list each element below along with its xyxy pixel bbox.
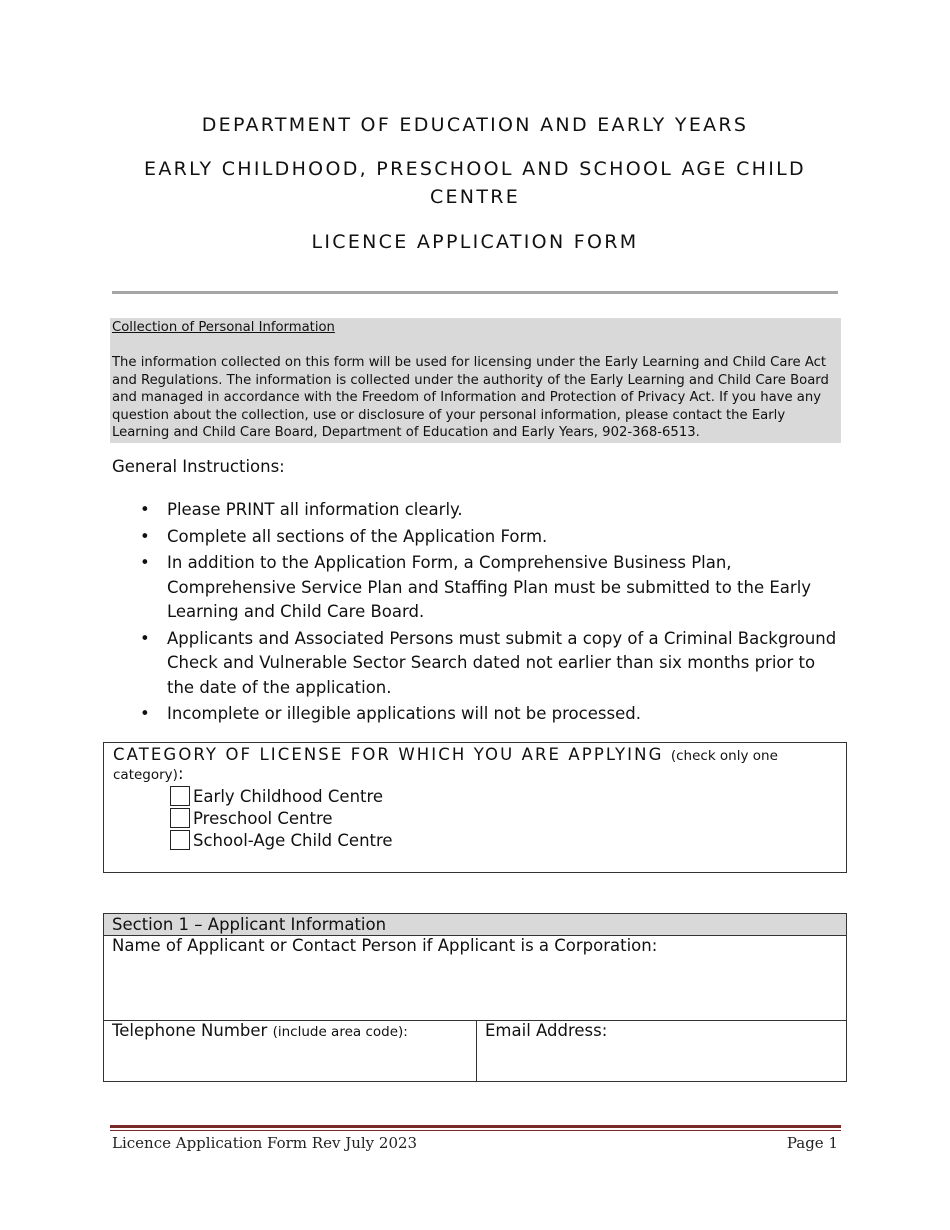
preschool-checkbox[interactable]: [170, 808, 190, 828]
footer-divider-thin: [110, 1130, 841, 1131]
footer-form-revision: Licence Application Form Rev July 2023: [112, 1134, 418, 1152]
privacy-notice: [110, 318, 841, 443]
privacy-text: The information collected on this form will be used for licensing under the Early Learning and Child Care Act and Regulations. The information is collected under the authority of the Early Learning and Child Care Board and managed in accordance with the Freedom of Information and Protection of Privacy Act. If you have any question about the collection, use or disclosure of your personal information, please contact the Early Learning and Child Care Board, Department of Education and Early Years, 902-368-6513.: [112, 355, 829, 441]
telephone-label: Telephone Number: [112, 1021, 268, 1040]
applicant-name-label: Name of Applicant or Contact Person if Applicant is a Corporation:: [112, 936, 658, 955]
instructions-list: [112, 498, 842, 729]
option-school-age: [170, 830, 393, 850]
list-item: • Applicants and Associated Persons must submit a copy of a Criminal Background Check and Vulnerable Sector Search dated not earlier than six months prior to the date of the application.: [140, 628, 837, 697]
bullet-icon: •: [140, 526, 150, 546]
form-subtitle: EARLY CHILDHOOD, PRESCHOOL AND SCHOOL AGE CHILD CENTRE: [144, 158, 806, 208]
telephone-field[interactable]: [104, 1021, 477, 1082]
option-label: Preschool Centre: [193, 808, 333, 828]
bullet-icon: •: [140, 704, 150, 723]
license-category-box: [103, 742, 847, 873]
telephone-note: (include area code):: [272, 1024, 408, 1040]
applicant-information-table: [103, 913, 847, 1082]
bullet-icon: •: [140, 500, 150, 519]
form-title: LICENCE APPLICATION FORM: [311, 231, 639, 253]
option-label: Early Childhood Centre: [193, 786, 384, 806]
section-1-title: Section 1 – Applicant Information: [104, 914, 847, 936]
privacy-title: Collection of Personal Information: [112, 320, 335, 335]
list-item: • Complete all sections of the Application Form.: [112, 525, 842, 550]
category-heading: CATEGORY OF LICENSE FOR WHICH YOU ARE APPLYING (check only one category):: [113, 745, 778, 783]
email-field[interactable]: [477, 1021, 847, 1082]
email-label: Email Address:: [485, 1021, 608, 1040]
school-age-checkbox[interactable]: [170, 830, 190, 850]
instructions-title: General Instructions:: [112, 457, 285, 476]
option-early-childhood: [170, 786, 383, 806]
option-label: School-Age Child Centre: [193, 830, 393, 850]
list-item: • Incomplete or illegible applications will not be processed.: [112, 702, 842, 727]
category-note: (check only one category): [113, 748, 778, 783]
option-preschool: [170, 808, 333, 828]
department-title: DEPARTMENT OF EDUCATION AND EARLY YEARS: [201, 114, 749, 136]
list-item: • Please PRINT all information clearly.: [112, 498, 842, 523]
footer-divider: [110, 1125, 841, 1128]
early-childhood-checkbox[interactable]: [170, 786, 190, 806]
header-divider: [112, 291, 838, 294]
footer-page-number: Page 1: [786, 1134, 838, 1152]
bullet-icon: •: [140, 628, 150, 648]
list-item: • In addition to the Application Form, a Comprehensive Business Plan, Comprehensive Service Plan and Staffing Plan must be submitted to the Early Learning and Child Care Board.: [140, 553, 812, 621]
bullet-icon: •: [140, 553, 150, 572]
applicant-name-field[interactable]: [104, 936, 847, 1021]
